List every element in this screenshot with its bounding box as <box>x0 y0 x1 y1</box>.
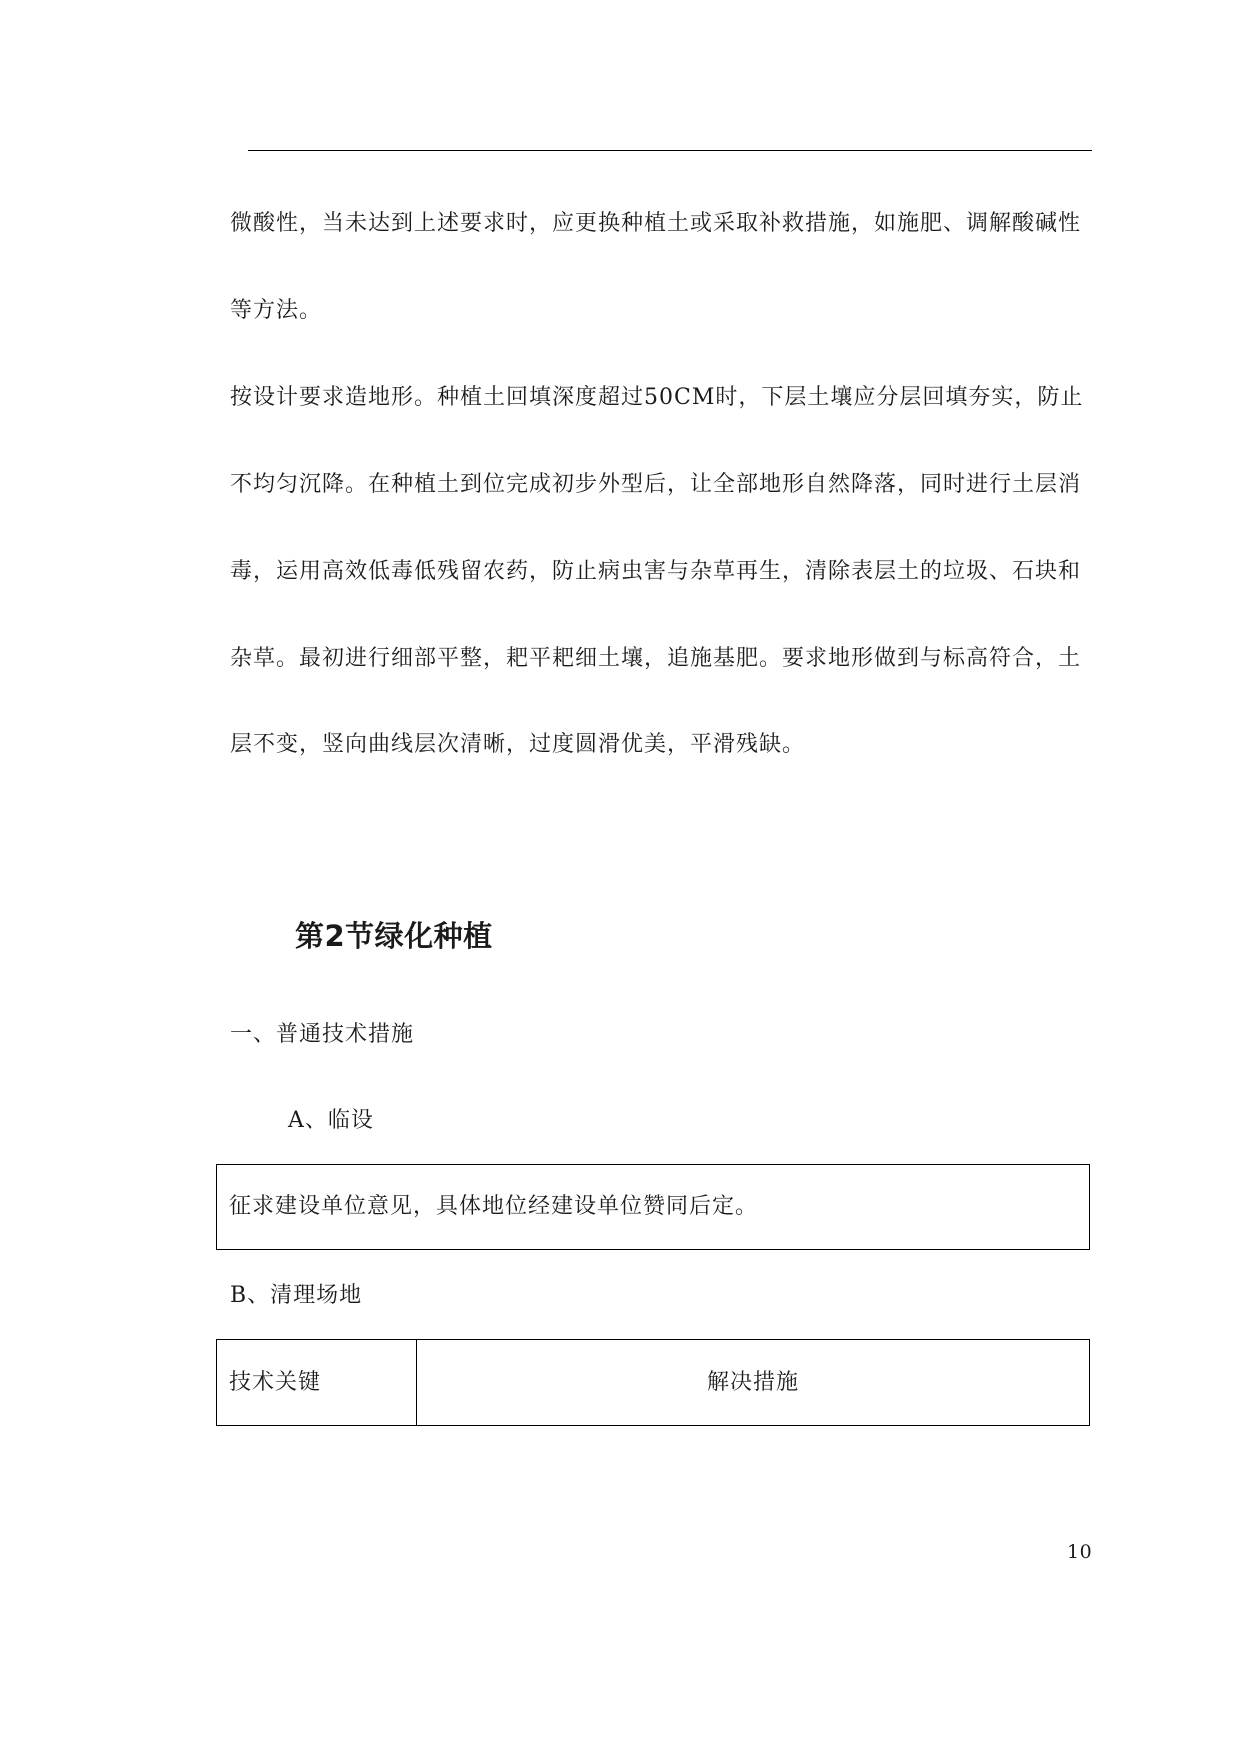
temporary-facilities-box <box>216 1164 1090 1250</box>
heading-general-measures: 一、普通技术措施 <box>230 1022 415 1047</box>
paragraph-line: 不均匀沉降。在种植土到位完成初步外型后，让全部地形自然降落，同时进行土层消 <box>230 472 1082 497</box>
table-header-technical-key-label: 技术关键 <box>229 1370 322 1395</box>
paragraph-line: 毒，运用高效低毒低残留农药，防止病虫害与杂草再生，清除表层土的垃圾、石块和 <box>230 559 1082 584</box>
paragraph-line: 杂草。最初进行细部平整，耙平耙细土壤，追施基肥。要求地形做到与标高符合，土 <box>230 646 1082 671</box>
subheading-site-clearing: B、清理场地 <box>230 1283 363 1308</box>
table-header-technical-key <box>217 1340 417 1425</box>
paragraph-line: 按设计要求造地形。种植土回填深度超过50CM时，下层土壤应分层回填夯实，防止 <box>230 385 1084 410</box>
section-title: 第2节绿化种植 <box>295 919 493 953</box>
table-header-solution-label: 解决措施 <box>706 1370 799 1395</box>
temporary-facilities-text: 征求建设单位意见，具体地位经建设单位赞同后定。 <box>229 1194 759 1219</box>
paragraph-line: 等方法。 <box>230 298 323 323</box>
page-number: 10 <box>1067 1541 1093 1563</box>
paragraph-line: 层不变，竖向曲线层次清晰，过度圆滑优美，平滑残缺。 <box>230 732 806 757</box>
paragraph-line: 微酸性，当未达到上述要求时，应更换种植土或采取补救措施，如施肥、调解酸碱性 <box>230 211 1082 236</box>
site-clearing-table <box>216 1339 1090 1426</box>
header-rule <box>248 150 1092 151</box>
table-header-solution <box>417 1340 1089 1425</box>
subheading-temporary-facilities: A、临设 <box>288 1108 374 1133</box>
